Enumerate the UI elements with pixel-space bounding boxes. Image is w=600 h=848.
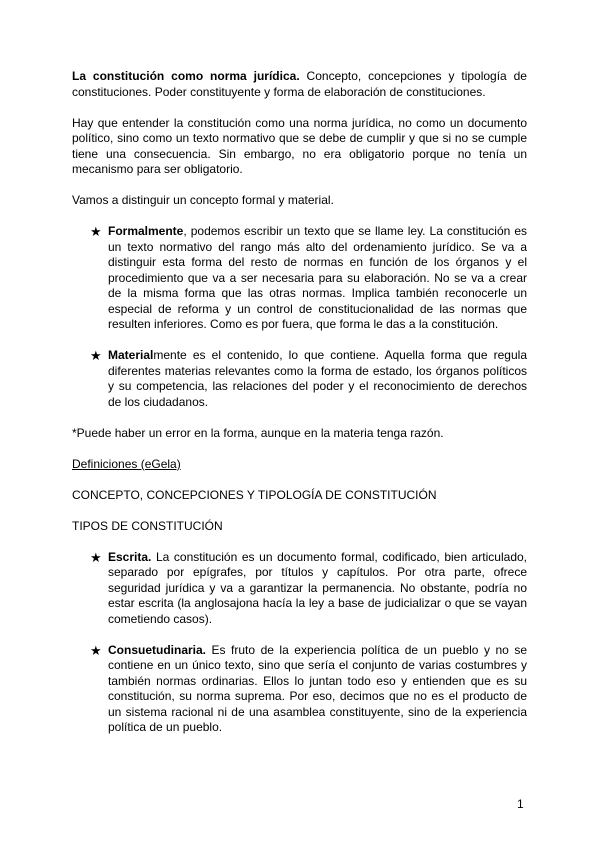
section-heading-tipos: TIPOS DE CONSTITUCIÓN [72, 518, 223, 533]
intro-subtitle: Concepto, concepciones y tipología de constituciones. Poder constituyente y forma de elaboración de constituciones. [72, 69, 527, 99]
intro-title: La constitución como norma jurídica. [72, 69, 300, 83]
list-item-text: Es fruto de la experiencia política de un pueblo y no se contiene en un único texto, sino que sería el conjunto de varias costumbres y también normas ordinarias. Ellos lo juntan todo eso y entienden que es su constitución, su norma suprema. Por eso, decimos que no es el producto de un sistema racional ni de una asamblea constituyente, sino de la experiencia política de un pueblo. [108, 642, 527, 734]
page-number: 1 [517, 797, 524, 811]
intro-paragraph [72, 69, 527, 100]
list-item-bold: Material [108, 348, 154, 362]
paragraph-concepto: Vamos a distinguir un concepto formal y material. [72, 193, 334, 207]
section-heading-concepto: CONCEPTO, CONCEPCIONES Y TIPOLOGÍA DE CONSTITUCIÓN [72, 487, 437, 502]
list-item-bold: Consuetudinaria. [108, 642, 207, 657]
paragraph-norma-juridica: Hay que entender la constitución como una norma jurídica, no como un documento político, sino como un texto normativo que se debe de cumplir y que si no se cumple tiene una consecuencia. Sin embargo, no era obligatorio porque no tenía un mecanismo para ser obligatorio. [72, 115, 527, 176]
list-item [90, 550, 527, 628]
list-item-text: , podemos escribir un texto que se llame ley. La constitución es un texto normativo del rango más alto del ordenamiento jurídico. Se va a distinguir esta forma del resto de normas en función de los órganos y el procedimiento que va a ser necesaria para su elaboración. No se va a crear de la misma forma que las otras normas. Implica también reconocerle un especial de reforma y un control de constitucionalidad de las normas que resulten inferiores. Como es por fuera, que forma le das a la constitución. [108, 224, 527, 331]
star-bullet-icon: ★ [90, 549, 102, 565]
concept-list [90, 224, 527, 410]
list-item [90, 643, 527, 736]
list-item-bold: Escrita. [108, 549, 152, 564]
list-item-text: mente es el contenido, lo que contiene. Aquella forma que regula diferentes materias relevantes como la forma de estado, los órganos políticos y su competencia, las relaciones del poder y el reconocimiento de derechos de los ciudadanos. [108, 348, 527, 409]
list-item-bold: Formalmente [108, 224, 184, 238]
list-item [90, 348, 527, 410]
list-item [90, 224, 527, 333]
document-page [72, 69, 527, 736]
definitions-link[interactable]: Definiciones (eGela) [72, 456, 181, 471]
types-list [90, 550, 527, 736]
star-bullet-icon: ★ [90, 642, 102, 658]
list-item-text: La constitución es un documento formal, codificado, bien articulado, separado por epígrafes, por títulos y capítulos. Por otra parte, ofrece seguridad jurídica y va a garantizar la permanencia. No obstante, podría no estar escrita (la anglosajona hacía la ley a base de judicializar o que se vayan cometiendo casos). [108, 549, 527, 626]
note-paragraph: *Puede haber un error en la forma, aunque en la materia tenga razón. [72, 425, 444, 440]
star-bullet-icon: ★ [90, 348, 102, 363]
star-bullet-icon: ★ [90, 224, 102, 239]
